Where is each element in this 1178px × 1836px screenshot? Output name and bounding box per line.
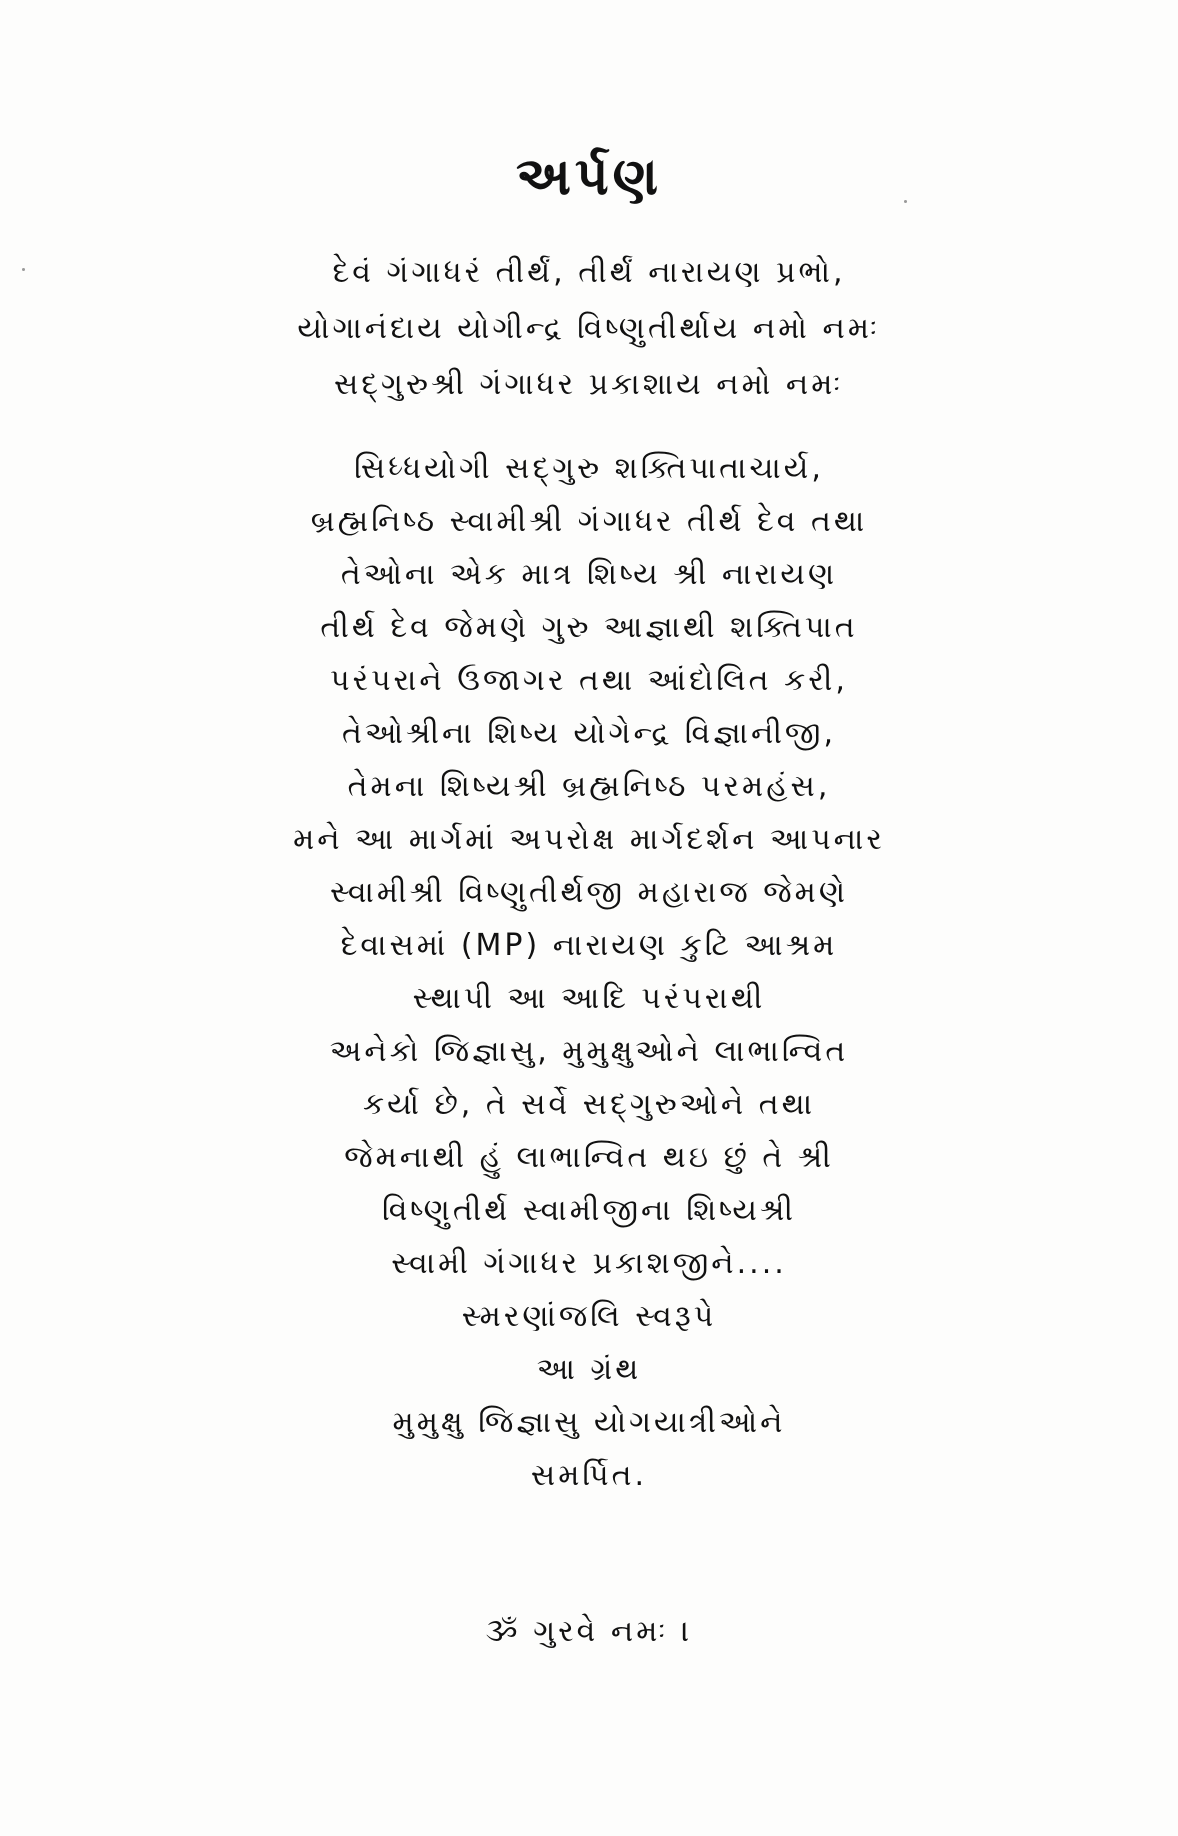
page-title: અર્પણ <box>516 147 662 207</box>
invocation-line: દેવં ગંગાધરં તીર્થં, તીર્થં નારાયણ પ્રભો, <box>332 255 846 290</box>
dedication-text <box>0 442 1178 1502</box>
dedication-line: સ્વામી ગંગાધર પ્રકાશજીને.... <box>391 1246 787 1281</box>
dedication-line: તેમના શિષ્યશ્રી બ્રહ્મનિષ્ઠ પરમહંસ, <box>347 769 831 804</box>
dedication-line: દેવાસમાં (MP) નારાયણ કુટિ આશ્રમ <box>340 928 838 963</box>
dedication-line: પરંપરાને ઉજાગર તથા આંદોલિત કરી, <box>330 663 848 698</box>
dedication-line: સિધ્ધયોગી સદ્ગુરુ શક્તિપાતાચાર્ય, <box>354 451 824 486</box>
dedication-line: આ ગ્રંથ <box>536 1352 642 1387</box>
dedication-line: જેમનાથી હું લાભાન્વિત થઇ છું તે શ્રી <box>344 1140 834 1175</box>
dedication-line: સ્થાપી આ આદિ પરંપરાથી <box>412 981 766 1016</box>
invocation-line: યોગાનંદાય યોગીન્દ્ર વિષ્ણુતીર્થાય નમો નમઃ <box>297 311 881 346</box>
dedication-line: તીર્થ દેવ જેમણે ગુરુ આજ્ઞાથી શક્તિપાત <box>320 610 858 645</box>
dedication-line: મને આ માર્ગમાં અપરોક્ષ માર્ગદર્શન આપનાર <box>293 822 885 857</box>
invocation-line: સદ્ગુરુશ્રી ગંગાધર પ્રકાશાય નમો નમઃ <box>333 367 844 402</box>
dedication-line: સમર્પિત. <box>530 1458 648 1493</box>
invocation-verse <box>0 245 1178 413</box>
dedication-line: તેઓશ્રીના શિષ્ય યોગેન્દ્ર વિજ્ઞાનીજી, <box>341 716 837 751</box>
dedication-line: અનેકો જિજ્ઞાસુ, મુમુક્ષુઓને લાભાન્વિત <box>329 1034 849 1069</box>
dedication-line: કર્યા છે, તે સર્વે સદ્ગુરુઓને તથા <box>362 1087 816 1122</box>
dedication-line: બ્રહ્મનિષ્ઠ સ્વામીશ્રી ગંગાધર તીર્થ દેવ તથા <box>310 504 868 539</box>
closing-salutation: ૐ ગુરવે નમઃ । <box>485 1614 693 1649</box>
dedication-line: તેઓના એક માત્ર શિષ્ય શ્રી નારાયણ <box>340 557 838 592</box>
dedication-line: વિષ્ણુતીર્થ સ્વામીજીના શિષ્યશ્રી <box>381 1193 797 1228</box>
dedication-line: મુમુક્ષુ જિજ્ઞાસુ યોગયાત્રીઓને <box>392 1405 786 1440</box>
dedication-line: સ્વામીશ્રી વિષ્ણુતીર્થજી મહારાજ જેમણે <box>330 875 848 910</box>
dedication-line: સ્મરણાંજલિ સ્વરૂપે <box>461 1299 717 1334</box>
